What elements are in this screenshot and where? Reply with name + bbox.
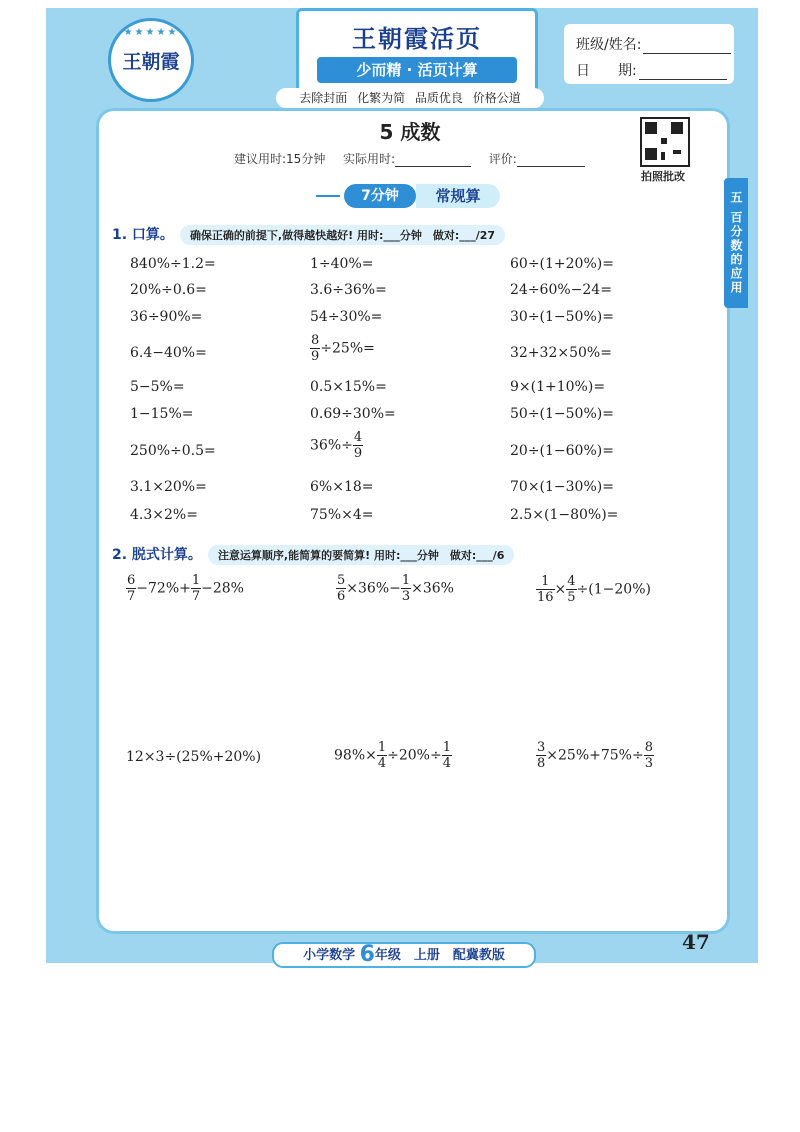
q1-item: 60÷(1+20%)= bbox=[510, 256, 614, 272]
section-badge bbox=[316, 184, 502, 208]
lesson-title: 5 成数 bbox=[379, 120, 441, 144]
q1-item: 9×(1+10%)= bbox=[510, 379, 606, 395]
q1-heading bbox=[112, 224, 505, 245]
actual-time-label: 实际用时: bbox=[342, 152, 396, 166]
fraction: $\frac{4}{9}$ bbox=[353, 430, 363, 461]
q1-item: 2.5×(1−80%)= bbox=[510, 507, 619, 523]
brand-title: 王朝霞活页 bbox=[352, 24, 482, 53]
rating-field[interactable] bbox=[517, 154, 585, 167]
q1-item: 3.1×20%= bbox=[130, 479, 207, 495]
q1-item: 20÷(1−60%)= bbox=[510, 443, 614, 459]
suggested-time: 建议用时:15分钟 bbox=[234, 152, 326, 166]
fraction: $\frac{8}{9}$ bbox=[311, 333, 320, 364]
brand-banner bbox=[296, 8, 538, 94]
brand-tagline: 少而精 · 活页计算 bbox=[317, 57, 517, 83]
q1-item: 5−5%= bbox=[130, 379, 185, 395]
footer-grade-text: 年级 上册 配冀教版 bbox=[374, 948, 505, 963]
q1-hint: 确保正确的前提下,做得越快越好! 用时:___分钟 做对:___/27 bbox=[180, 225, 505, 245]
timing-row bbox=[234, 150, 585, 167]
logo-stars-icon: ★★★★★ bbox=[123, 27, 179, 38]
date-field[interactable] bbox=[639, 65, 727, 80]
qr-code-icon[interactable] bbox=[640, 117, 690, 167]
date-label: 日 期: bbox=[576, 63, 637, 79]
logo-name: 王朝霞 bbox=[122, 51, 180, 73]
q1-item: 70×(1−30%)= bbox=[510, 479, 614, 495]
q1-item: 250%÷0.5= bbox=[130, 443, 216, 459]
brand-logo bbox=[108, 18, 194, 102]
q1-item: 36÷90%= bbox=[130, 309, 203, 325]
q1-item: 30÷(1−50%)= bbox=[510, 309, 614, 325]
student-info-box bbox=[564, 24, 734, 84]
q2-expression: $\frac{5}{6}$ ×36%− $\frac{1}{3}$ ×36% bbox=[337, 573, 454, 604]
q2-expression: $\frac{6}{7}$ −72%+ $\frac{1}{7}$ −28% bbox=[127, 573, 244, 604]
q1-item-fraction: $\frac{8}{9}$ ÷25%= bbox=[311, 333, 375, 364]
qr-label: 拍照批改 bbox=[641, 170, 685, 183]
q2-heading bbox=[112, 544, 514, 565]
q1-item-fraction: 36%÷ $\frac{4}{9}$ bbox=[310, 430, 363, 461]
footer-subject: 小学数学 bbox=[303, 948, 356, 963]
footer-grade-number: 6 bbox=[359, 942, 375, 967]
chapter-side-tab: 五 百分数的应用 bbox=[724, 178, 748, 308]
class-name-field[interactable] bbox=[643, 39, 731, 54]
q2-expression: 12×3÷(25%+20%) bbox=[126, 749, 262, 765]
q1-item: 50÷(1−50%)= bbox=[510, 406, 614, 422]
q1-item: 75%×4= bbox=[310, 507, 374, 523]
rating-label: 评价: bbox=[488, 152, 517, 166]
page-number: 47 bbox=[682, 930, 710, 954]
q2-expression: 98%× $\frac{1}{4}$ ÷20%÷ $\frac{1}{4}$ bbox=[334, 740, 451, 771]
section-name: 常规算 bbox=[416, 184, 500, 208]
q2-title: 2. 脱式计算。 bbox=[112, 547, 202, 563]
q1-item: 0.5×15%= bbox=[310, 379, 387, 395]
badge-left-dash bbox=[316, 195, 340, 197]
q1-title: 1. 口算。 bbox=[112, 227, 174, 243]
slogan: 去除封面 化繁为简 品质优良 价格公道 bbox=[276, 88, 544, 108]
q1-item: 32+32×50%= bbox=[510, 345, 612, 361]
q1-item: 1÷40%= bbox=[310, 256, 374, 272]
q1-item: 0.69÷30%= bbox=[310, 406, 396, 422]
q1-item: 1−15%= bbox=[130, 406, 194, 422]
class-name-label: 班级/姓名: bbox=[576, 37, 642, 53]
section-time: 7分钟 bbox=[344, 184, 416, 208]
q2-expression: $\frac{3}{8}$ ×25%+75%÷ $\frac{8}{3}$ bbox=[537, 740, 653, 771]
q1-item: 3.6÷36%= bbox=[310, 282, 387, 298]
footer-banner bbox=[272, 942, 536, 968]
q1-item: 54÷30%= bbox=[310, 309, 383, 325]
q1-item: 20%÷0.6= bbox=[130, 282, 207, 298]
q1-item: 6.4−40%= bbox=[130, 345, 207, 361]
q1-item: 24÷60%−24= bbox=[510, 282, 612, 298]
q1-item: 4.3×2%= bbox=[130, 507, 198, 523]
actual-time-field[interactable] bbox=[395, 154, 471, 167]
q2-expression: $\frac{1}{16}$ × $\frac{4}{5}$ ÷(1−20%) bbox=[537, 574, 651, 605]
q1-item: 840%÷1.2= bbox=[130, 256, 216, 272]
q1-item: 6%×18= bbox=[310, 479, 374, 495]
q2-hint: 注意运算顺序,能简算的要简算! 用时:___分钟 做对:___/6 bbox=[208, 545, 515, 565]
